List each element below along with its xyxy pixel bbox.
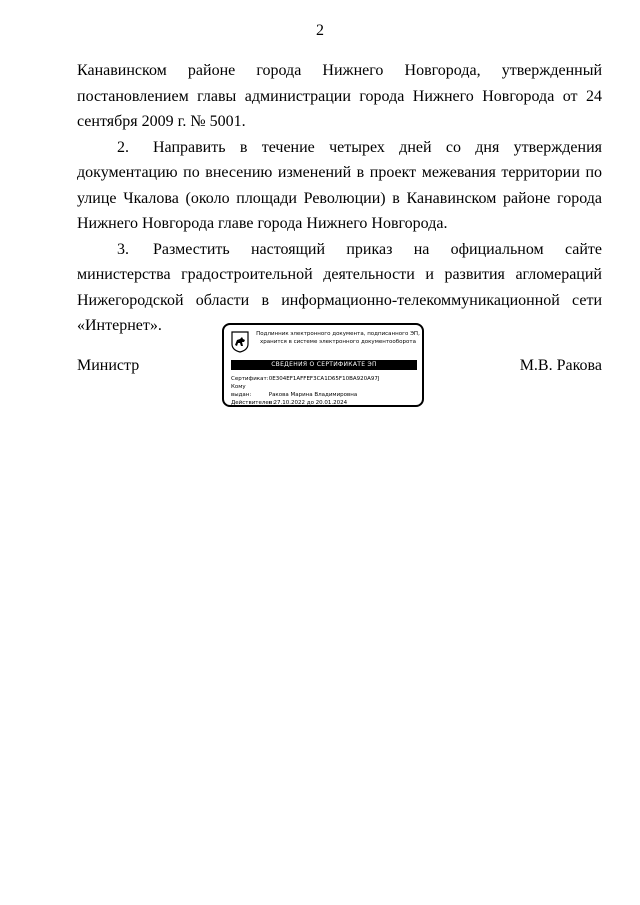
list-item-text: Направить в течение четырех дней со дня утверждения документацию по внесению изменений в проект межевания территории по улице Чкалова (около площади Революции) в Канавинском районе города Нижнего Новгорода главе города Нижнего Новгорода. [77,138,602,232]
stamp-row-certificate [231,375,421,383]
stamp-label: Кому выдан: [231,384,252,398]
stamp-label: Сертификат: [231,376,269,382]
list-item-number: 3. [117,240,129,258]
list-item-2 [77,135,602,237]
stamp-row-validity [231,399,421,407]
document-body [77,58,602,339]
signatory-title: Министр [77,357,140,374]
stamp-header-line: хранится в системе электронного документооборота [260,338,416,345]
stamp-row-owner [231,383,421,399]
electronic-signature-stamp [222,323,424,407]
stamp-banner: СВЕДЕНИЯ О СЕРТИФИКАТЕ ЭП [231,360,417,370]
stamp-value: Ракова Марина Владимировна [268,392,358,398]
stamp-header-line: Подлинник электронного документа, подписанного ЭП, [256,331,420,337]
stamp-value: 0E304EF1AFFEF3CA1D65F10BA920A97J [268,376,380,382]
stamp-label: Действителен: [231,400,275,406]
page-number: 2 [316,22,324,39]
stamp-details [231,375,421,407]
stamp-value: с 27.10.2022 до 20.01.2024 [268,400,348,406]
paragraph-continuation: Канавинском районе города Нижнего Новгорода, утвержденный постановлением главы администрации города Нижнего Новгорода от 24 сентября 2009 г. № 5001. [77,62,602,130]
list-item-number: 2. [117,138,129,156]
list-item-text: Разместить настоящий приказ на официальном сайте министерства градостроительной деятельности и развития агломераций Нижегородской области в информационно-телекоммуникационной сети «Интернет». [77,240,602,334]
coat-of-arms-icon [231,331,249,353]
signatory-name: М.В. Ракова [519,357,602,374]
stamp-header [254,331,422,346]
